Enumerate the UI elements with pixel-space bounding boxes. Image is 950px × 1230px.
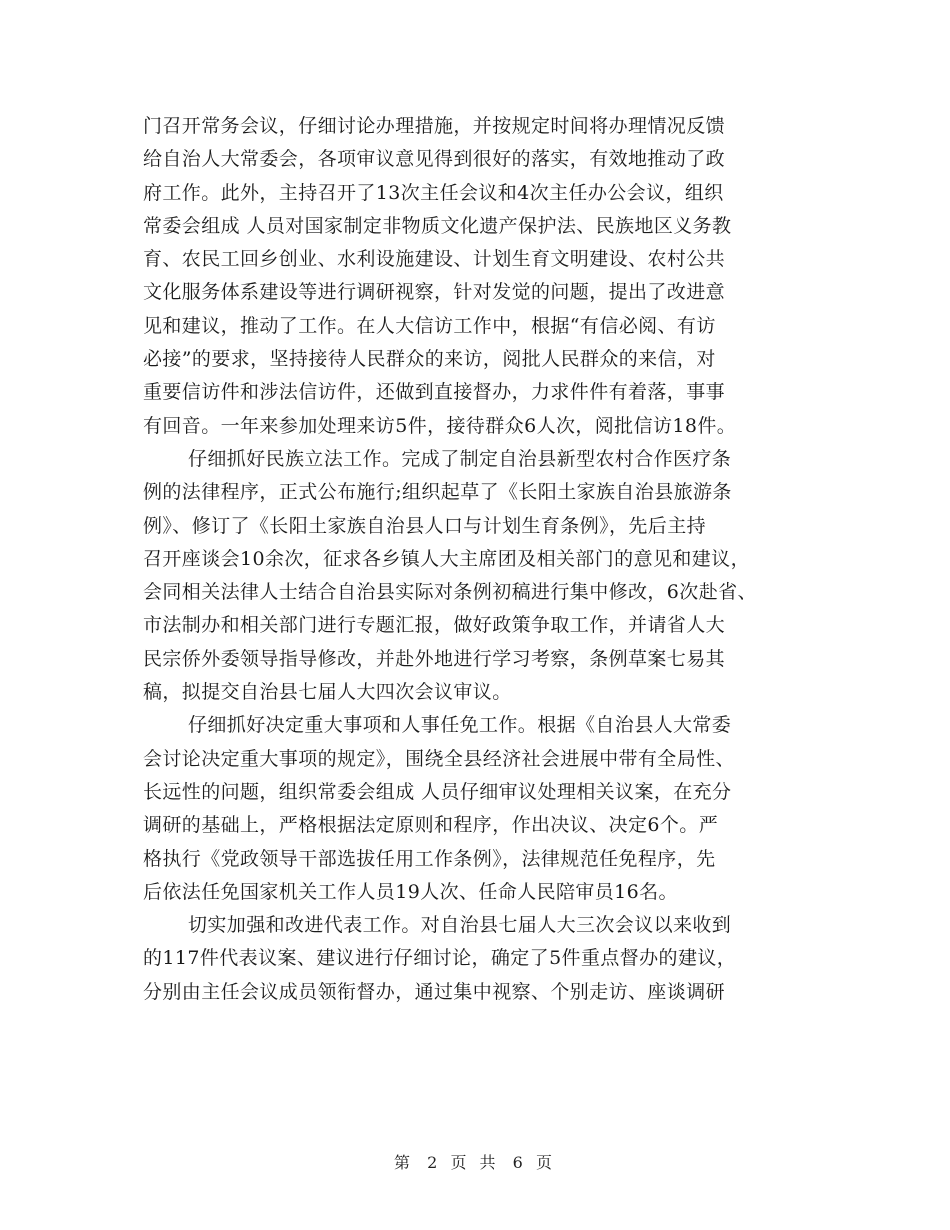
footer-page-word: 页 (450, 1153, 471, 1172)
text-line: 重要信访件和涉法信访件，还做到直接督办，力求件件有着落，事事 (143, 381, 726, 404)
text-line: 分别由主任会议成员领衔督办，通过集中视察、个别走访、座谈调研 (143, 980, 726, 1003)
text-line: 长远性的问题，组织常委会组成 人员仔细审议处理相关议案，在充分 (143, 780, 732, 803)
text-line: 会同相关法律人士结合自治县实际对条例初稿进行集中修改，6次赴省、 (143, 581, 757, 604)
text-line: 市法制办和相关部门进行专题汇报，做好政策争取工作，并请省人大 (143, 614, 726, 637)
text-line: 有回音。一年来参加处理来访5件，接待群众6人次，阅批信访18件。 (143, 414, 737, 437)
text-line: 调研的基础上，严格根据法定原则和程序，作出决议、决定6个。严 (143, 814, 719, 837)
text-line: 育、农民工回乡创业、水利设施建设、计划生育文明建设、农村公共 (143, 248, 726, 271)
text-line: 的117件代表议案、建议进行仔细讨论，确定了5件重点督办的建议， (143, 947, 737, 970)
text-line: 召开座谈会10余次，征求各乡镇人大主席团及相关部门的意见和建议， (143, 547, 750, 570)
text-line: 府工作。此外，主持召开了13次主任会议和4次主任办公会议，组织 (143, 181, 724, 204)
text-line: 后依法任免国家机关工作人员19人次、任命人民陪审员16名。 (143, 880, 678, 903)
text-line: 见和建议，推动了工作。在人大信访工作中，根据“有信必阅、有访 (143, 314, 716, 337)
text-line: 文化服务体系建设等进行调研视察，针对发觉的问题，提出了改进意 (143, 281, 726, 304)
footer-total-word: 共 (479, 1153, 500, 1172)
body-text (143, 110, 843, 1009)
text-line: 例》、修订了《长阳土家族自治县人口与计划生育条例》，先后主持 (143, 514, 707, 537)
text-line: 给自治人大常委会，各项审议意见得到很好的落实，有效地推动了政 (143, 148, 726, 171)
paragraph-first-line: 切实加强和改进代表工作。对自治县七届人大三次会议以来收到 (188, 914, 732, 937)
text-line: 必接”的要求，坚持接待人民群众的来访，阅批人民群众的来信，对 (143, 348, 716, 371)
text-line: 常委会组成 人员对国家制定非物质文化遗产保护法、民族地区义务教 (143, 214, 732, 237)
paragraph-first-line: 仔细抓好决定重大事项和人事任免工作。根据《自治县人大常委 (188, 714, 732, 737)
text-line: 稿，拟提交自治县七届人大四次会议审议。 (143, 681, 512, 704)
text-line: 会讨论决定重大事项的规定》，围绕全县经济社会进展中带有全局性、 (143, 747, 735, 770)
text-line: 民宗侨外委领导指导修改，并赴外地进行学习考察，条例草案七易其 (143, 647, 726, 670)
total-page-number: 6 (512, 1153, 523, 1172)
text-line: 例的法律程序，正式公布施行;组织起草了《长阳土家族自治县旅游条 (143, 481, 732, 504)
footer-prefix: 第 (394, 1153, 415, 1172)
page-footer (0, 1150, 950, 1173)
footer-suffix: 页 (535, 1153, 556, 1172)
text-line: 门召开常务会议，仔细讨论办理措施，并按规定时间将办理情况反馈 (143, 115, 726, 137)
paragraph-first-line: 仔细抓好民族立法工作。完成了制定自治县新型农村合作医疗条 (188, 447, 732, 470)
text-line: 格执行《党政领导干部选拔任用工作条例》，法律规范任免程序，先 (143, 847, 716, 870)
current-page-number: 2 (427, 1153, 438, 1172)
